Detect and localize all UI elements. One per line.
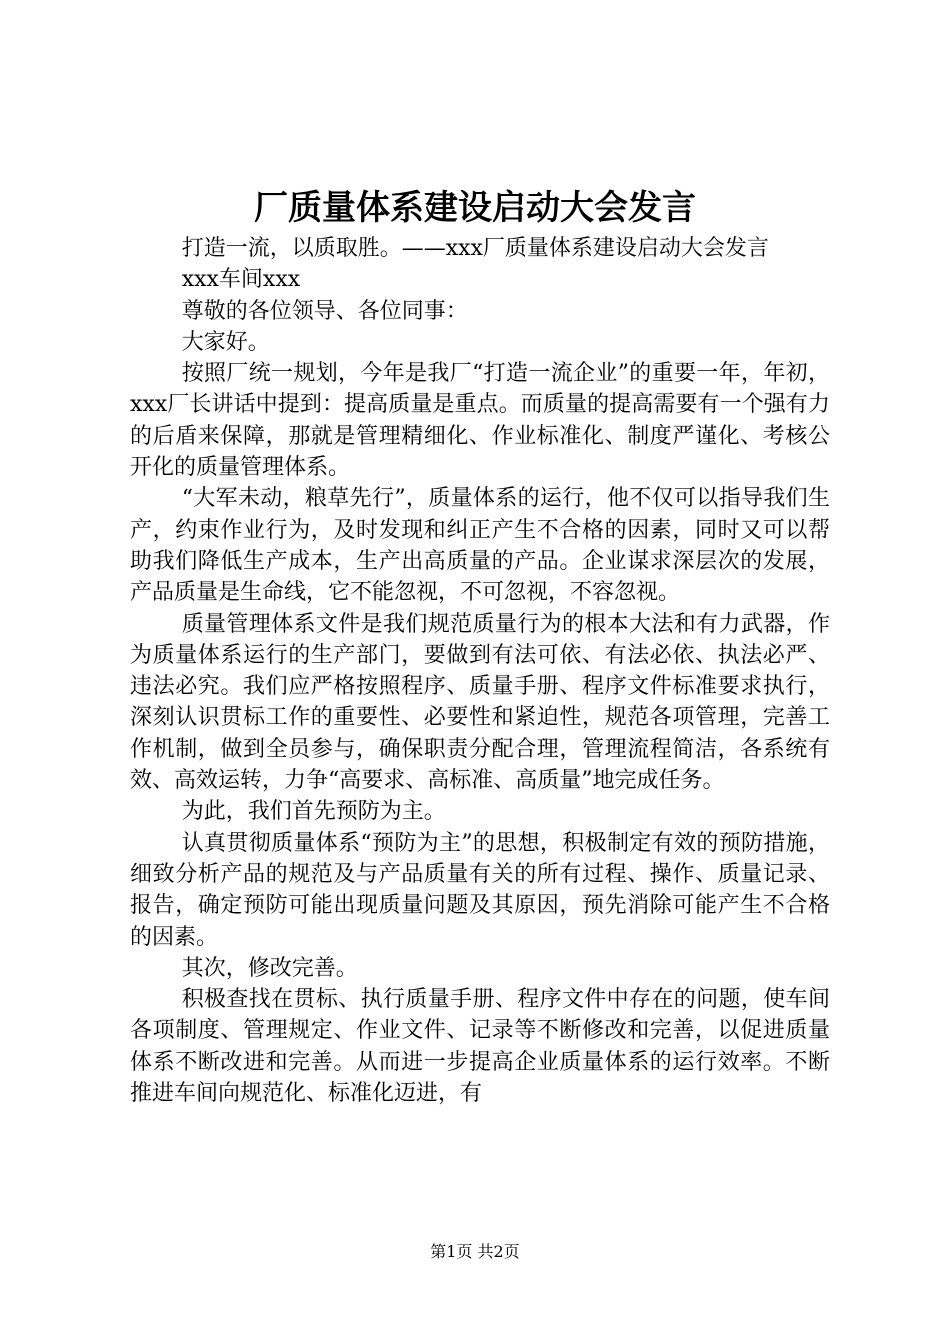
paragraph: 其次，修改完善。: [181, 955, 358, 981]
paragraph: 积极查找在贯标、执行质量手册、程序文件中存在的问题，使车间各项制度、管理规定、作业文件、记录等不断修改和完善，以促进质量体系不断改进和完善。从而进一步提高企业质量体系的运行效率。不断推进车间向规范化、标准化迈进，有: [130, 987, 830, 1107]
paragraph: 打造一流，以质取胜。——xxx厂质量体系建设启动大会发言: [181, 236, 769, 261]
paragraph: 为此，我们首先预防为主。: [181, 799, 446, 825]
paragraph: “大军未动，粮草先行”，质量体系的运行，他不仅可以指导我们生产，约束作业行为，及时发现和纠正产生不合格的因素，同时又可以帮助我们降低生产成本，生产出高质量的产品。企业谋求深层次的发展，产品质量是生命线，它不能忽视，不可忽视，不容忽视。: [130, 486, 830, 606]
document-body: [130, 233, 830, 1109]
document-title: 厂质量体系建设启动大会发言: [254, 188, 696, 228]
paragraph: 认真贯彻质量体系“预防为主”的思想，积极制定有效的预防措施，细致分析产品的规范及与产品质量有关的所有过程、操作、质量记录、报告，确定预防可能出现质量问题及其原因，预先消除可能产生不合格的因素。: [130, 830, 830, 950]
paragraph: 尊敬的各位领导、各位同事：: [181, 298, 468, 324]
paragraph: 按照厂统一规划，今年是我厂“打造一流企业”的重要一年，年初，xxx厂长讲话中提到：提高质量是重点。而质量的提高需要有一个强有力的后盾来保障，那就是管理精细化、作业标准化、制度严谨化、考核公开化的质量管理体系。: [130, 361, 830, 481]
paragraph: xxx车间xxx: [181, 267, 301, 293]
paragraph: 大家好。: [181, 329, 270, 355]
paragraph: 质量管理体系文件是我们规范质量行为的根本大法和有力武器，作为质量体系运行的生产部门，要做到有法可依、有法必依、执法必严、违法必究。我们应严格按照程序、质量手册、程序文件标准要求执行，深刻认识贯标工作的重要性、必要性和紧迫性，规范各项管理，完善工作机制，做到全员参与，确保职责分配合理，管理流程简洁，各系统有效、高效运转，力争“高要求、高标准、高质量”地完成任务。: [130, 611, 830, 794]
page-number: 第1页 共2页: [430, 1242, 520, 1261]
